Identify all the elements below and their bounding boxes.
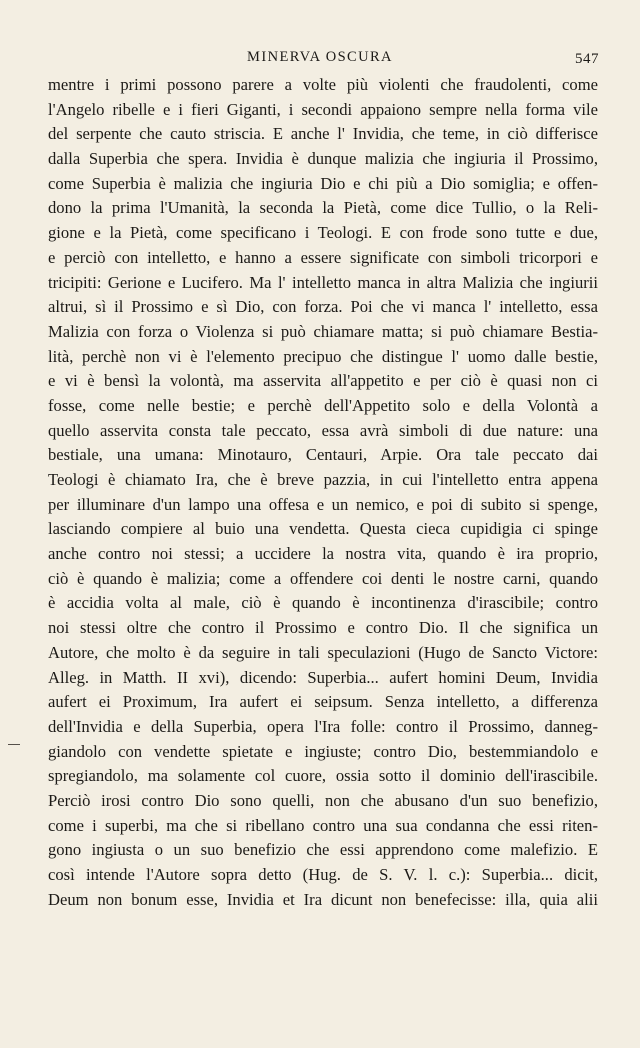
text-line: dell'Invidia e della Superbia, opera l'Ira folle: contro il Prossimo, danneg- [48, 716, 598, 736]
text-line: così intende l'Autore sopra detto (Hug. de S. V. l. c.): Superbia... dicit, [48, 865, 598, 884]
text-line: anche contro noi stessi; a uccidere la nostra vita, quando è ira proprio, [48, 544, 598, 564]
running-head [0, 46, 640, 70]
text-line: lasciando compiere al buio una vendetta. Questa cieca cupidigia ci spinge [48, 519, 598, 539]
text-line: l'Angelo ribelle e i fieri Giganti, i secondi appaiono sempre nella forma vile [48, 99, 598, 119]
text-line: lità, perchè non vi è l'elemento precipuo che distingue l' uomo dalle bestie, [48, 346, 598, 366]
text-line: dono la prima l'Umanità, la seconda la Pietà, come dice Tullio, o la Reli- [48, 198, 598, 218]
body-text [48, 73, 598, 912]
text-line: come i superbi, ma che si ribellano contro una sua condanna che essi riten- [48, 815, 598, 835]
text-line: spregiandolo, ma solamente col cuore, ossia sotto il dominio dell'irascibile. [48, 766, 598, 786]
text-line: e perciò con intelletto, e hanno a essere significate con simboli tricorpori e [48, 247, 598, 267]
text-line: Autore, che molto è da seguire in tali speculazioni (Hugo de Sancto Victore: [48, 642, 598, 662]
text-line: noi stessi oltre che contro il Prossimo e contro Dio. Il che significa un [48, 618, 598, 638]
text-line: Teologi è chiamato Ira, che è breve pazzia, in cui l'intelletto entra appena [48, 470, 598, 489]
text-line: è accidia volta al male, ciò è quando è incontinenza d'irascibile; contro [48, 593, 598, 613]
text-line: per illuminare d'un lampo una offesa e un nemico, e poi di subito si spenge, [48, 494, 598, 514]
text-line: Deum non bonum esse, Invidia et Ira dicunt non benefecisse: illa, quia alii [48, 889, 598, 909]
text-line: aufert ei Proximum, Ira aufert ei seipsum. Senza intelletto, a differenza [48, 692, 598, 712]
text-line: bestiale, una umana: Minotauro, Centauri, Arpie. Ora tale peccato dai [48, 445, 598, 465]
text-line: mentre i primi possono parere a volte più violenti che fraudolenti, come [48, 75, 598, 94]
text-line: fosse, come nelle bestie; e perchè dell'Appetito solo e della Volontà a [48, 395, 598, 415]
text-line: Malizia con forza o Violenza si può chiamare matta; si può chiamare Bestia- [48, 321, 598, 341]
text-line: come Superbia è malizia che ingiuria Dio e chi più a Dio somiglia; e offen- [48, 173, 598, 193]
text-line: gono ingiusta o un suo benefizio che essi apprendono come malefizio. E [48, 840, 598, 860]
page-number: 547 [575, 51, 599, 67]
text-line: dalla Superbia che spera. Invidia è dunque malizia che ingiuria il Prossimo, [48, 149, 598, 169]
text-line: tricipiti: Gerione e Lucifero. Ma l' intelletto manca in altra Malizia che ingiurii [48, 272, 598, 292]
text-line: ciò è quando è malizia; come a offendere coi denti le nostre carni, quando [48, 568, 598, 588]
text-line: giandolo con vendette spietate e ingiuste; contro Dio, bestemmiandolo e [48, 741, 598, 761]
text-line: e vi è bensì la volontà, ma asservita all'appetito e per ciò è quasi non ci [48, 371, 598, 391]
text-line: altrui, sì il Prossimo e sì Dio, con forza. Poi che vi manca l' intelletto, essa [48, 297, 598, 317]
text-line: quello asservita consta tale peccato, essa avrà simboli di due nature: una [48, 420, 598, 440]
text-line: Perciò irosi contro Dio sono quelli, non che abusano d'un suo benefizio, [48, 790, 598, 810]
running-title: MINERVA OSCURA [247, 49, 393, 65]
text-line: del serpente che cauto striscia. E anche l' Invidia, che teme, in ciò differisce [48, 124, 598, 144]
text-line: gione e la Pietà, come specificano i Teologi. E con frode sono tutte e due, [48, 223, 598, 243]
text-line: Alleg. in Matth. II xvi), dicendo: Superbia... aufert homini Deum, Invidia [48, 667, 598, 687]
margin-dash-mark [8, 744, 20, 745]
